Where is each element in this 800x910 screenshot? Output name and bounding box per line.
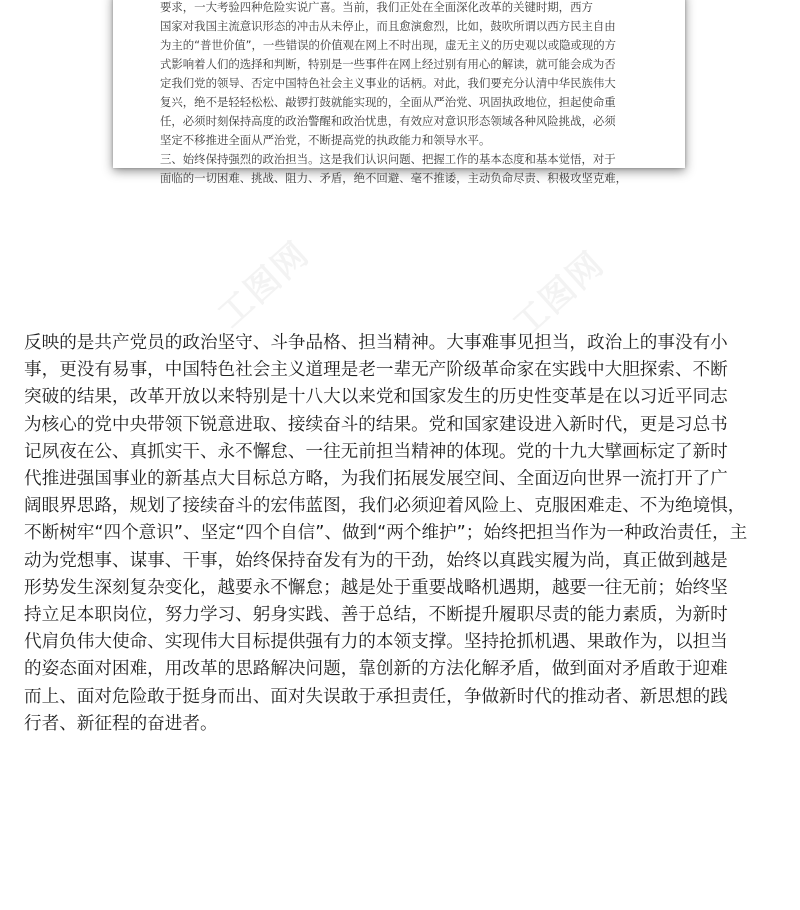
body-line: 突破的结果，改革开放以来特别是十八大以来党和国家发生的历史性变革是在以习近平同志 (24, 387, 728, 408)
body-line: 记夙夜在公、真抓实干、永不懈怠、一往无前担当精神的体现。党的十九大擘画标定了新时 (24, 441, 728, 462)
body-line: 事，更没有易事，中国特色社会主义道理是老一辈无产阶级革命家在实践中大胆探索、不断 (24, 360, 728, 381)
preview-line: 坚定不移推进全面从严治党，不断提高党的执政能力和领导水平。 (160, 133, 491, 147)
preview-line: 式影响着人们的选择和判断，特别是一些事件在网上经过别有用心的解读，就可能会成为否 (160, 57, 616, 71)
body-line: 代推进强国事业的新基点大目标总方略，为我们拓展发展空间、全面迈向世界一流打开了广 (24, 469, 728, 490)
body-line: 行者、新征程的奋进者。 (24, 713, 218, 734)
preview-line: 复兴，绝不是轻轻松松、敲锣打鼓就能实现的，全面从严治党、巩固执政地位，担起使命重 (160, 95, 616, 109)
body-line: 为核心的党中央带领下锐意进取、接续奋斗的结果。党和国家建设进入新时代，更是习总书 (24, 414, 728, 435)
body-line: 的姿态面对困难，用改革的思路解决问题，靠创新的方法化解矛盾，做到面对矛盾敢于迎难 (24, 659, 728, 680)
body-line: 持立足本职岗位，努力学习、躬身实践、善于总结，不断提升履职尽责的能力素质，为新时 (24, 605, 728, 626)
body-line: 反映的是共产党员的政治坚守、斗争品格、担当精神。大事难事见担当，政治上的事没有小 (24, 333, 728, 353)
preview-line: 为主的“普世价值”，一些错误的价值观在网上不时出现，虚无主义的历史观以或隐或现的方 (160, 38, 617, 52)
body-line: 动为党想事、谋事、干事，始终保持奋发有为的干劲，始终以真践实履为尚，真正做到越是 (24, 550, 728, 571)
preview-line: 面临的一切困难、挑战、阻力、矛盾，绝不回避、毫不推诿，主动负命尽责、积极攻坚克难， (160, 171, 628, 185)
preview-line: 三、始终保持强烈的政治担当。这是我们认识问题、把握工作的基本态度和基本觉悟，对于 (160, 152, 616, 166)
preview-line: 任，必须时刻保持高度的政治警醒和政治忧患，有效应对意识形态领域各种风险挑战，必须 (160, 114, 616, 128)
document-page-preview (113, 0, 685, 185)
body-line: 形势发生深刻复杂变化，越要永不懈怠；越是处于重要战略机遇期，越要一往无前；始终坚 (24, 577, 728, 598)
body-line: 不断树牢“四个意识”、坚定“四个自信”、做到“两个维护”；始终把担当作为一种政治责任，主 (24, 523, 748, 544)
body-line: 阔眼界思路，规划了接续奋斗的宏伟蓝图，我们必须迎着风险上、克服困难走、不为绝境惧， (24, 496, 746, 517)
watermark-left: 工图网 (210, 233, 318, 336)
body-line: 代肩负伟大使命、实现伟大目标提供强有力的本领支撑。坚持抢抓机遇、果敢作为，以担当 (24, 632, 728, 653)
preview-line: 国家对我国主流意识形态的冲击从未停止，而且愈演愈烈，比如，鼓吹所谓以西方民主自由 (160, 19, 616, 33)
body-paragraph (24, 330, 780, 738)
preview-line: 要求，一大考验四种危险实说广喜。当前，我们正处在全面深化改革的关键时期，西方 (160, 0, 593, 14)
preview-text-block (160, 0, 644, 188)
body-line: 而上、面对危险敢于挺身而出、面对失误敢于承担责任，争做新时代的推动者、新思想的践 (24, 686, 728, 707)
preview-line: 定我们党的领导、否定中国特色社会主义事业的话柄。对此，我们要充分认清中华民族伟大 (160, 76, 616, 90)
watermark-right: 工图网 (505, 243, 613, 346)
